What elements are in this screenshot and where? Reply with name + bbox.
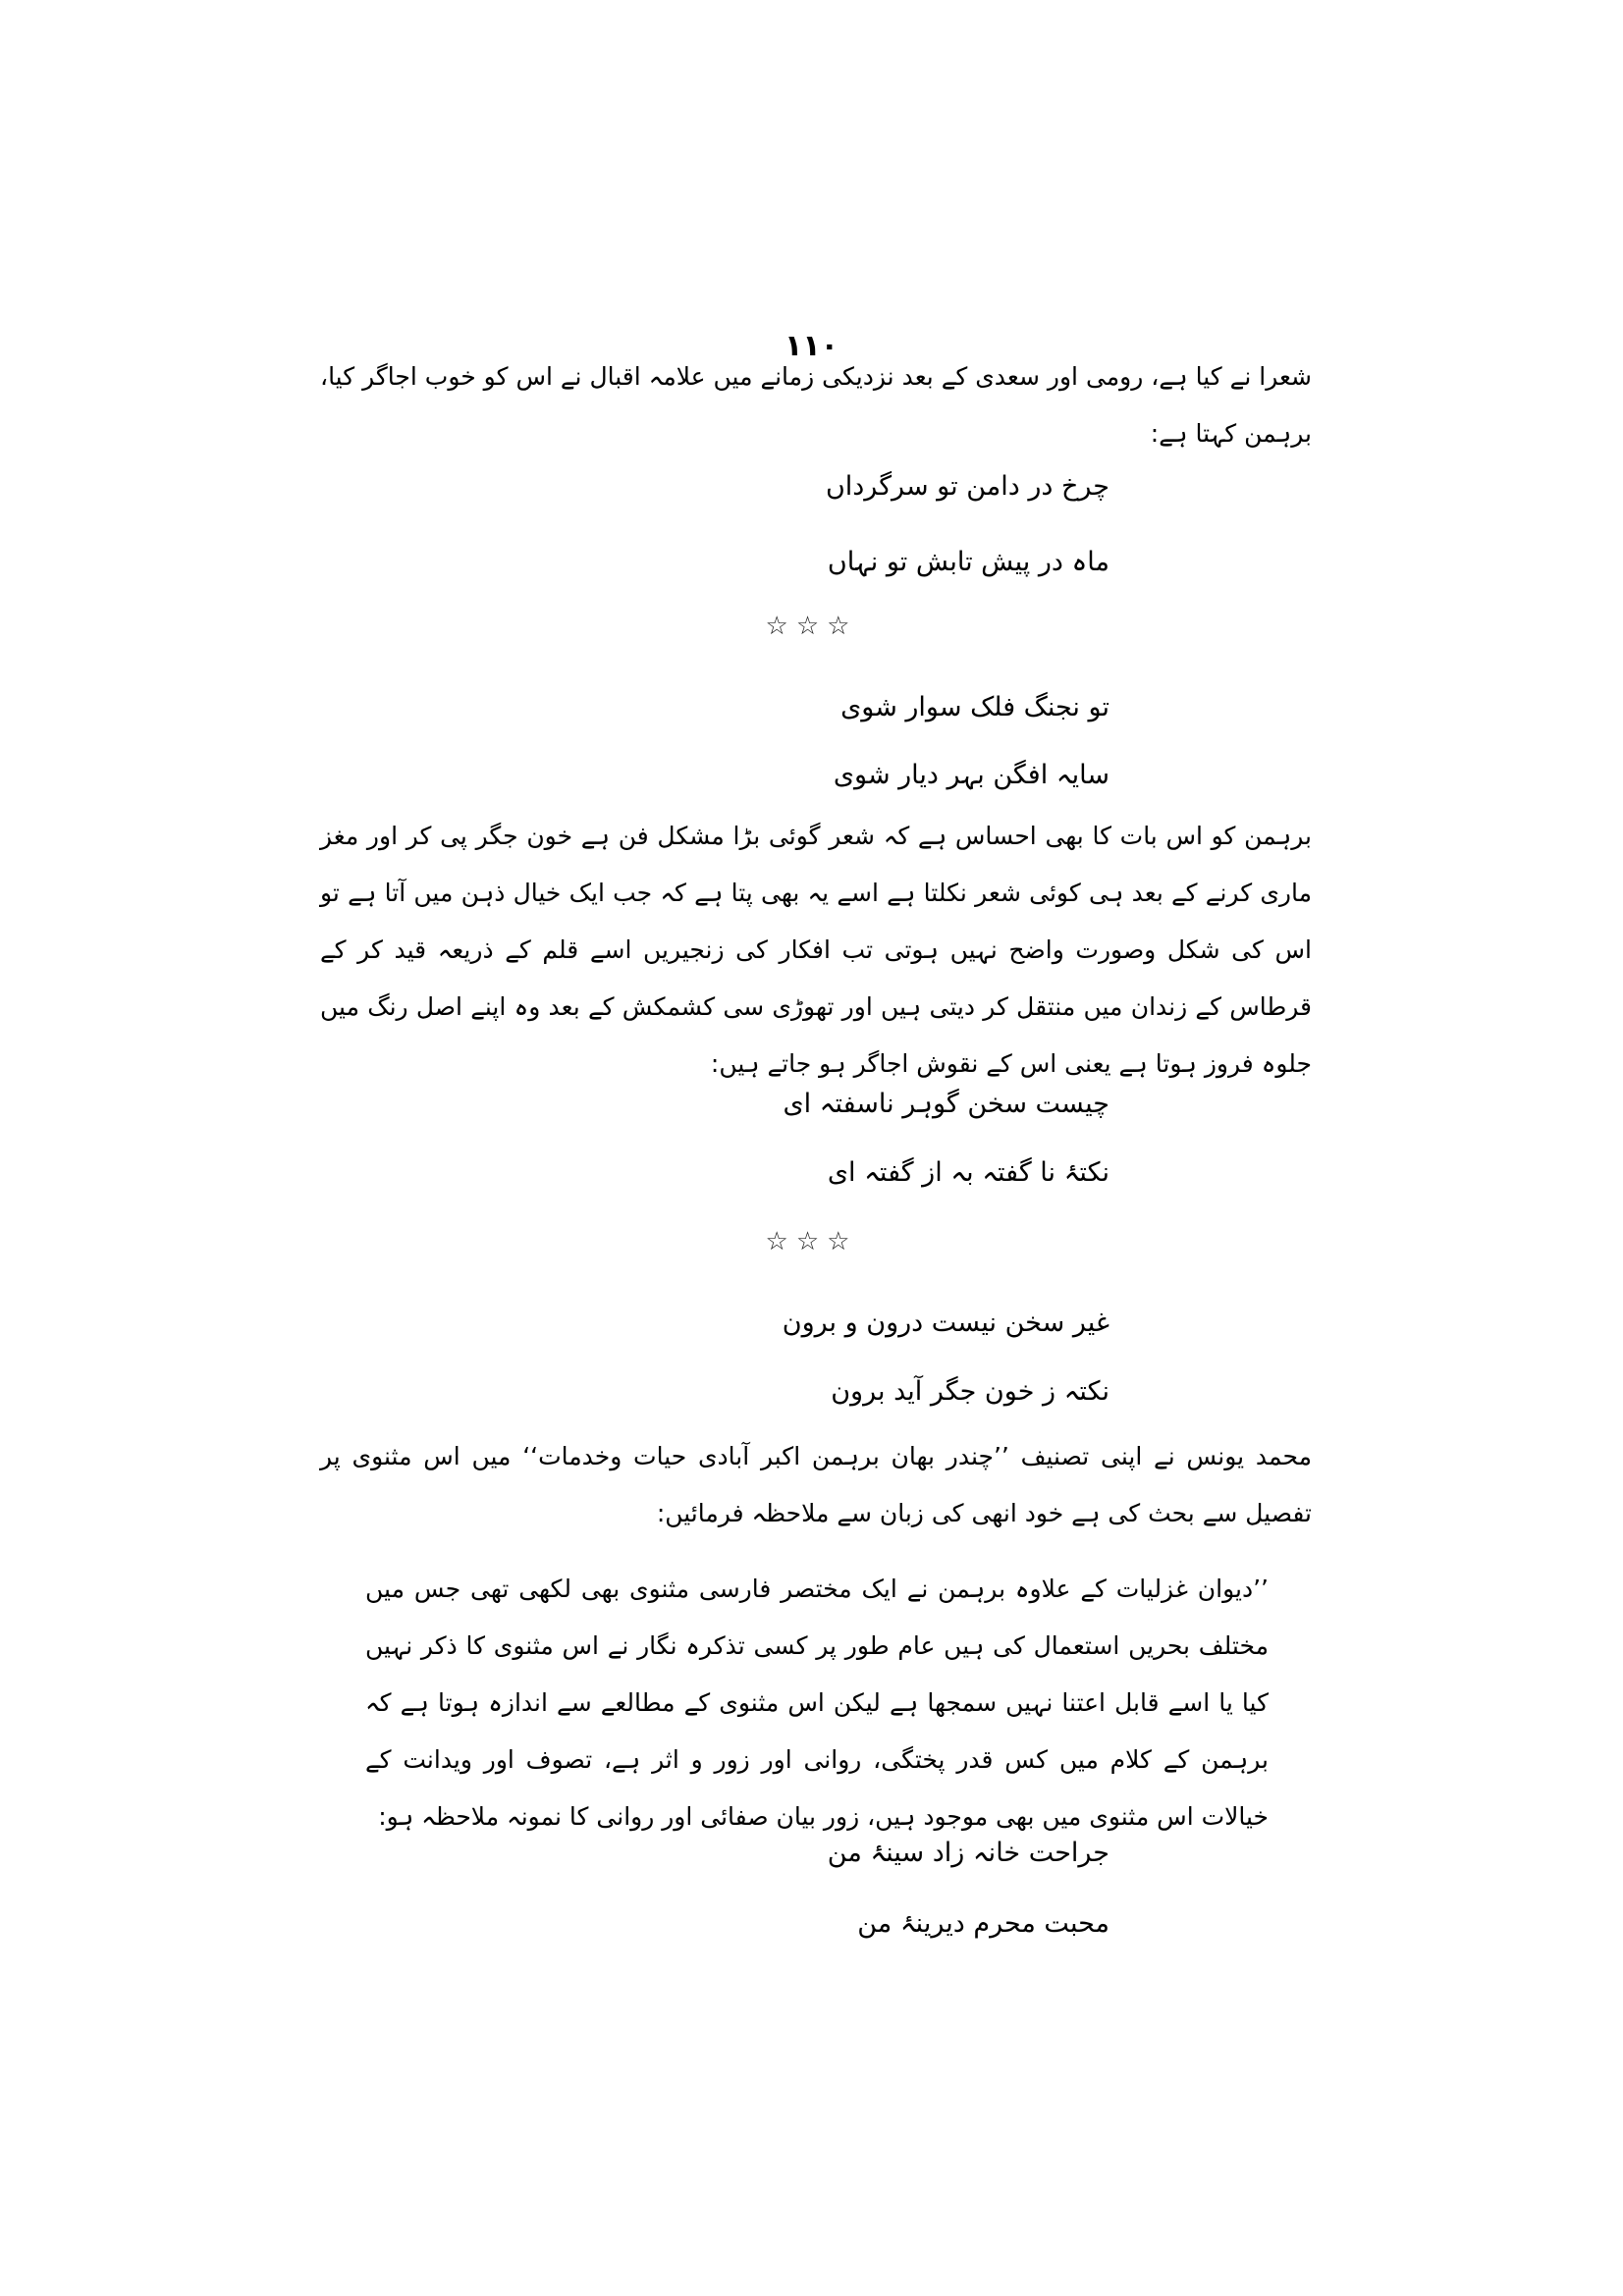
body-paragraph: برہمن کو اس بات کا بھی احساس ہے کہ شعر گوئی بڑا مشکل فن ہے خون جگر پی کر اور مغز ماری کرنے کے بعد ہی کوئی شعر نکلتا ہے اسے یہ بھی پتا ہے کہ جب ایک خیال ذہن میں آتا ہے تو اس کی شکل وصورت واضح نہیں ہوتی تب افکار کی زنجیریں اسے قلم کے ذریعہ قید کر کے قرطاس کے زندان میں منتقل کر دیتی ہیں اور تھوڑی سی کشمکش کے بعد وہ اپنے اصل رنگ میں جلوہ فروز ہوتا ہے یعنی اس کے نقوش اجاگر ہو جاتے ہیں:: [320, 822, 1312, 1078]
verse-line: جراحت خانہ زاد سینۂ من: [827, 1838, 1109, 1868]
verse-line: سایہ افگن بہر دیار شوی: [833, 760, 1109, 790]
verse-line: چیست سخن گوہر ناسفتہ ای: [783, 1089, 1109, 1119]
page-number: ۱۱۰: [784, 329, 839, 363]
section-separator: ☆☆☆: [765, 612, 858, 641]
intro-paragraph: شعرا نے کیا ہے، رومی اور سعدی کے بعد نزدیکی زمانے میں علامہ اقبال نے اس کو خوب اجاگر کیا، برہمن کہتا ہے:: [320, 362, 1312, 448]
body-paragraph: محمد یونس نے اپنی تصنیف ’’چندر بھان برہمن اکبر آبادی حیات وخدمات‘‘ میں اس مثنوی پر تفصیل سے بحث کی ہے خود انھی کی زبان سے ملاحظہ فرمائیں:: [320, 1442, 1312, 1527]
verse-line: نکتۂ نا گفتہ بہ از گفتہ ای: [827, 1157, 1109, 1188]
block-quote: ’’دیوان غزلیات کے علاوہ برہمن نے ایک مختصر فارسی مثنوی بھی لکھی تھی جس میں مختلف بحریں استعمال کی ہیں عام طور پر کسی تذکرہ نگار نے اس مثنوی کا ذکر نہیں کیا یا اسے قابل اعتنا نہیں سمجھا ہے لیکن اس مثنوی کے مطالعے سے اندازہ ہوتا ہے کہ برہمن کے کلام میں کس قدر پختگی، روانی اور زور و اثر ہے، تصوف اور ویدانت کے خیالات اس مثنوی میں بھی موجود ہیں، زور بیان صفائی اور روانی کا نمونہ ملاحظہ ہو:: [365, 1575, 1269, 1831]
section-separator: ☆☆☆: [765, 1227, 858, 1256]
verse-line: تو نجنگ فلک سوار شوی: [840, 692, 1109, 722]
verse-line: نکتہ ز خون جگر آید برون: [831, 1376, 1109, 1407]
verse-line: چرخ در دامن تو سرگرداں: [825, 471, 1109, 502]
verse-line: ماہ در پیش تابش تو نہاں: [827, 547, 1109, 577]
verse-line: غیر سخن نیست درون و برون: [782, 1308, 1109, 1338]
verse-line: محبت محرم دیرینۂ من: [857, 1908, 1109, 1939]
